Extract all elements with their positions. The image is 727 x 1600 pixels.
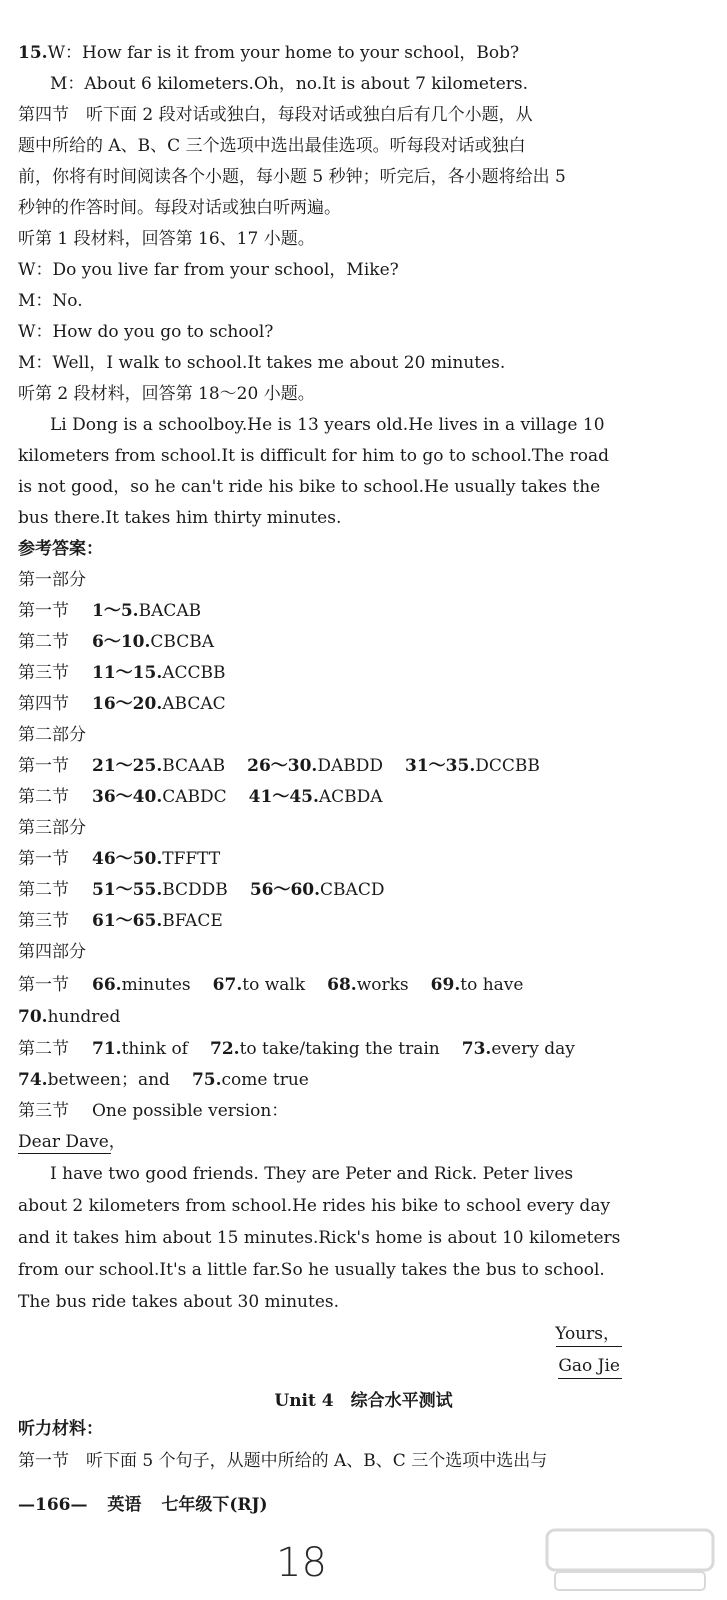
material2-title: 听第 2 段材料，回答第 18～20 小题。 xyxy=(18,384,315,404)
letter-greeting: Dear Dave， xyxy=(18,1132,126,1152)
answer-row: 第二节 71.think of 72.to take/taking the train 73.every day xyxy=(18,1039,575,1059)
passage2-line-1: Li Dong is a schoolboy.He is 13 years old.He lives in a village 10 xyxy=(50,415,605,435)
closing-underline xyxy=(556,1346,622,1347)
section4-intro-line-1: 第四节 听下面 2 段对话或独白，每段对话或独白后有几个小题，从 xyxy=(18,105,533,125)
answer-row: 第四节 16～20.ABCAC xyxy=(18,694,226,714)
section4-intro-line-4: 秒钟的作答时间。每段对话或独白听两遍。 xyxy=(18,198,341,218)
dialogue1-line-3: W：How do you go to school? xyxy=(18,322,274,342)
answer-row: 第一节 46～50.TFFTT xyxy=(18,849,221,869)
page-footer xyxy=(18,1490,268,1515)
letter-body-line-5: The bus ride takes about 30 minutes. xyxy=(18,1292,340,1312)
grade-label: 七年级下(RJ) xyxy=(161,1495,268,1515)
answer-row: 第二节 36～40.CABDC 41～45.ACBDA xyxy=(18,787,383,807)
dialogue1-line-4: M：Well，I walk to school.It takes me about 20 minutes. xyxy=(18,353,506,373)
letter-body-line-1: I have two good friends. They are Peter and Rick. Peter lives xyxy=(50,1164,574,1184)
letter-body-line-4: from our school.It's a little far.So he usually takes the bus to school. xyxy=(18,1260,605,1280)
passage2-line-4: bus there.It takes him thirty minutes. xyxy=(18,508,342,528)
listening-label: 听力材料： xyxy=(18,1419,103,1439)
question-15-answer-line: M：About 6 kilometers.Oh，no.It is about 7 kilometers. xyxy=(50,74,529,94)
answer-row: 第三节 61～65.BFACE xyxy=(18,911,223,931)
letter-signature: Gao Jie xyxy=(558,1356,620,1376)
answer-row: 第一节 21～25.BCAAB 26～30.DABDD 31～35.DCCBB xyxy=(18,756,540,776)
passage2-line-3: is not good，so he can't ride his bike to school.He usually takes the xyxy=(18,477,601,497)
section4-intro-line-2: 题中所给的 A、B、C 三个选项中选出最佳选项。听每段对话或独白 xyxy=(18,136,526,156)
dialogue1-line-2: M：No. xyxy=(18,291,83,311)
part4-label: 第四部分 xyxy=(18,942,86,962)
handwritten-page-number: 18 xyxy=(276,1540,327,1586)
subject-label: 英语 xyxy=(107,1495,142,1515)
answer-row: 74.between；and 75.come true xyxy=(18,1070,309,1090)
letter-body-line-3: and it takes him about 15 minutes.Rick's home is about 10 kilometers xyxy=(18,1228,621,1248)
question-15-line: 15.W：How far is it from your home to your school，Bob? xyxy=(18,43,520,63)
passage2-line-2: kilometers from school.It is difficult for him to go to school.The road xyxy=(18,446,609,466)
greeting-underline xyxy=(18,1153,111,1154)
answer-row: 第一节 66.minutes 67.to walk 68.works 69.to have xyxy=(18,975,524,995)
answer-row: 第三节 One possible version： xyxy=(18,1101,289,1121)
part2-label: 第二部分 xyxy=(18,725,86,745)
unit-title: Unit 4 综合水平测试 xyxy=(274,1391,453,1411)
answer-row: 第二节 6～10.CBCBA xyxy=(18,632,214,652)
answer-row: 第三节 11～15.ACCBB xyxy=(18,663,226,683)
material1-title: 听第 1 段材料，回答第 16、17 小题。 xyxy=(18,229,315,249)
answer-row: 第二节 51～55.BCDDB 56～60.CBACD xyxy=(18,880,385,900)
answer-row: 第一节 1～5.BACAB xyxy=(18,601,202,621)
part1-label: 第一部分 xyxy=(18,570,86,590)
letter-body-line-2: about 2 kilometers from school.He rides his bike to school every day xyxy=(18,1196,611,1216)
answers-label: 参考答案： xyxy=(18,539,103,559)
letter-closing: Yours， xyxy=(555,1324,620,1344)
page-number: —166— xyxy=(18,1495,88,1515)
part3-label: 第三部分 xyxy=(18,818,86,838)
section4-intro-line-3: 前，你将有时间阅读各个小题，每小题 5 秒钟；听完后，各小题将给出 5 xyxy=(18,167,566,187)
signature-underline xyxy=(558,1378,622,1379)
watermark-logo xyxy=(545,1528,715,1594)
listening-section1-line: 第一节 听下面 5 个句子，从题中所给的 A、B、C 三个选项中选出与 xyxy=(18,1451,548,1471)
dialogue1-line-1: W：Do you live far from your school，Mike? xyxy=(18,260,399,280)
answer-row: 70.hundred xyxy=(18,1007,121,1027)
